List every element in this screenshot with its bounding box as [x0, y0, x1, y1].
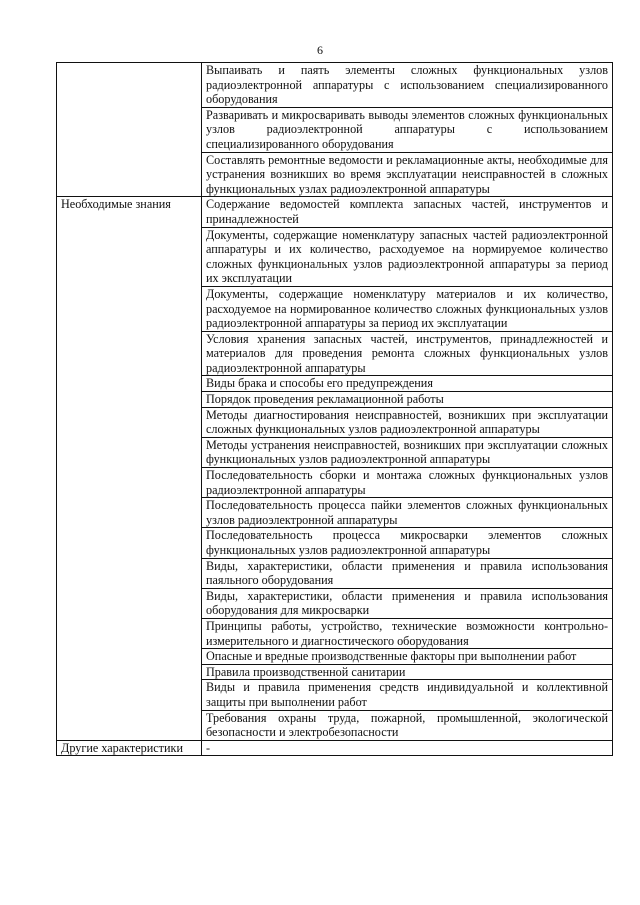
requirement-item: Документы, содержащие номенклатуру материалов и их количество, расходуемое на нормированное количество сложных функциональных узлов радиоэлектронной аппаратуры за период их эксплуатации [202, 286, 613, 331]
table-row [57, 197, 613, 227]
requirement-item: Выпаивать и паять элементы сложных функциональных узлов радиоэлектронной аппаратуры с использованием специализированного оборудования [202, 63, 613, 108]
requirement-item: Последовательность процесса пайки элементов сложных функциональных узлов радиоэлектронной аппаратуры [202, 498, 613, 528]
requirement-item: Опасные и вредные производственные факторы при выполнении работ [202, 649, 613, 665]
requirement-item: Документы, содержащие номенклатуру запасных частей радиоэлектронной аппаратуры и их количество, расходуемое на нормируемое количество сложных функциональных узлов радиоэлектронной аппаратуры за период их эксплуатации [202, 227, 613, 286]
section-label [57, 63, 202, 197]
requirement-item: - [202, 740, 613, 756]
specification-table-body [57, 63, 613, 756]
specification-table [56, 62, 613, 756]
requirement-item: Принципы работы, устройство, технические возможности контрольно-измерительного и диагностического оборудования [202, 618, 613, 648]
requirement-item: Содержание ведомостей комплекта запасных частей, инструментов и принадлежностей [202, 197, 613, 227]
section-label: Необходимые знания [57, 197, 202, 740]
requirement-item: Порядок проведения рекламационной работы [202, 392, 613, 408]
requirement-item: Методы устранения неисправностей, возникших при эксплуатации сложных функциональных узлов радиоэлектронной аппаратуры [202, 437, 613, 467]
requirement-item: Правила производственной санитарии [202, 664, 613, 680]
requirement-item: Условия хранения запасных частей, инструментов, принадлежностей и материалов для проведения ремонта сложных функциональных узлов радиоэлектронной аппаратуры [202, 331, 613, 376]
requirement-item: Виды и правила применения средств индивидуальной и коллективной защиты при выполнении работ [202, 680, 613, 710]
requirement-item: Виды, характеристики, области применения и правила использования оборудования для микросварки [202, 588, 613, 618]
section-label: Другие характеристики [57, 740, 202, 756]
requirement-item: Виды брака и способы его предупреждения [202, 376, 613, 392]
requirement-item: Требования охраны труда, пожарной, промышленной, экологической безопасности и электробезопасности [202, 710, 613, 740]
requirement-item: Виды, характеристики, области применения и правила использования паяльного оборудования [202, 558, 613, 588]
requirement-item: Составлять ремонтные ведомости и рекламационные акты, необходимые для устранения возникших во время эксплуатации неисправностей в сложных функциональных узлах радиоэлектронной аппаратуры [202, 152, 613, 197]
table-row [57, 63, 613, 108]
requirement-item: Последовательность сборки и монтажа сложных функциональных узлов радиоэлектронной аппаратуры [202, 468, 613, 498]
requirement-item: Последовательность процесса микросварки элементов сложных функциональных узлов радиоэлектронной аппаратуры [202, 528, 613, 558]
page-number: 6 [317, 43, 323, 57]
requirement-item: Методы диагностирования неисправностей, возникших при эксплуатации сложных функциональных узлов радиоэлектронной аппаратуры [202, 407, 613, 437]
requirement-item: Разваривать и микросваривать выводы элементов сложных функциональных узлов радиоэлектронной аппаратуры с использованием специализированного оборудования [202, 107, 613, 152]
table-row [57, 740, 613, 756]
